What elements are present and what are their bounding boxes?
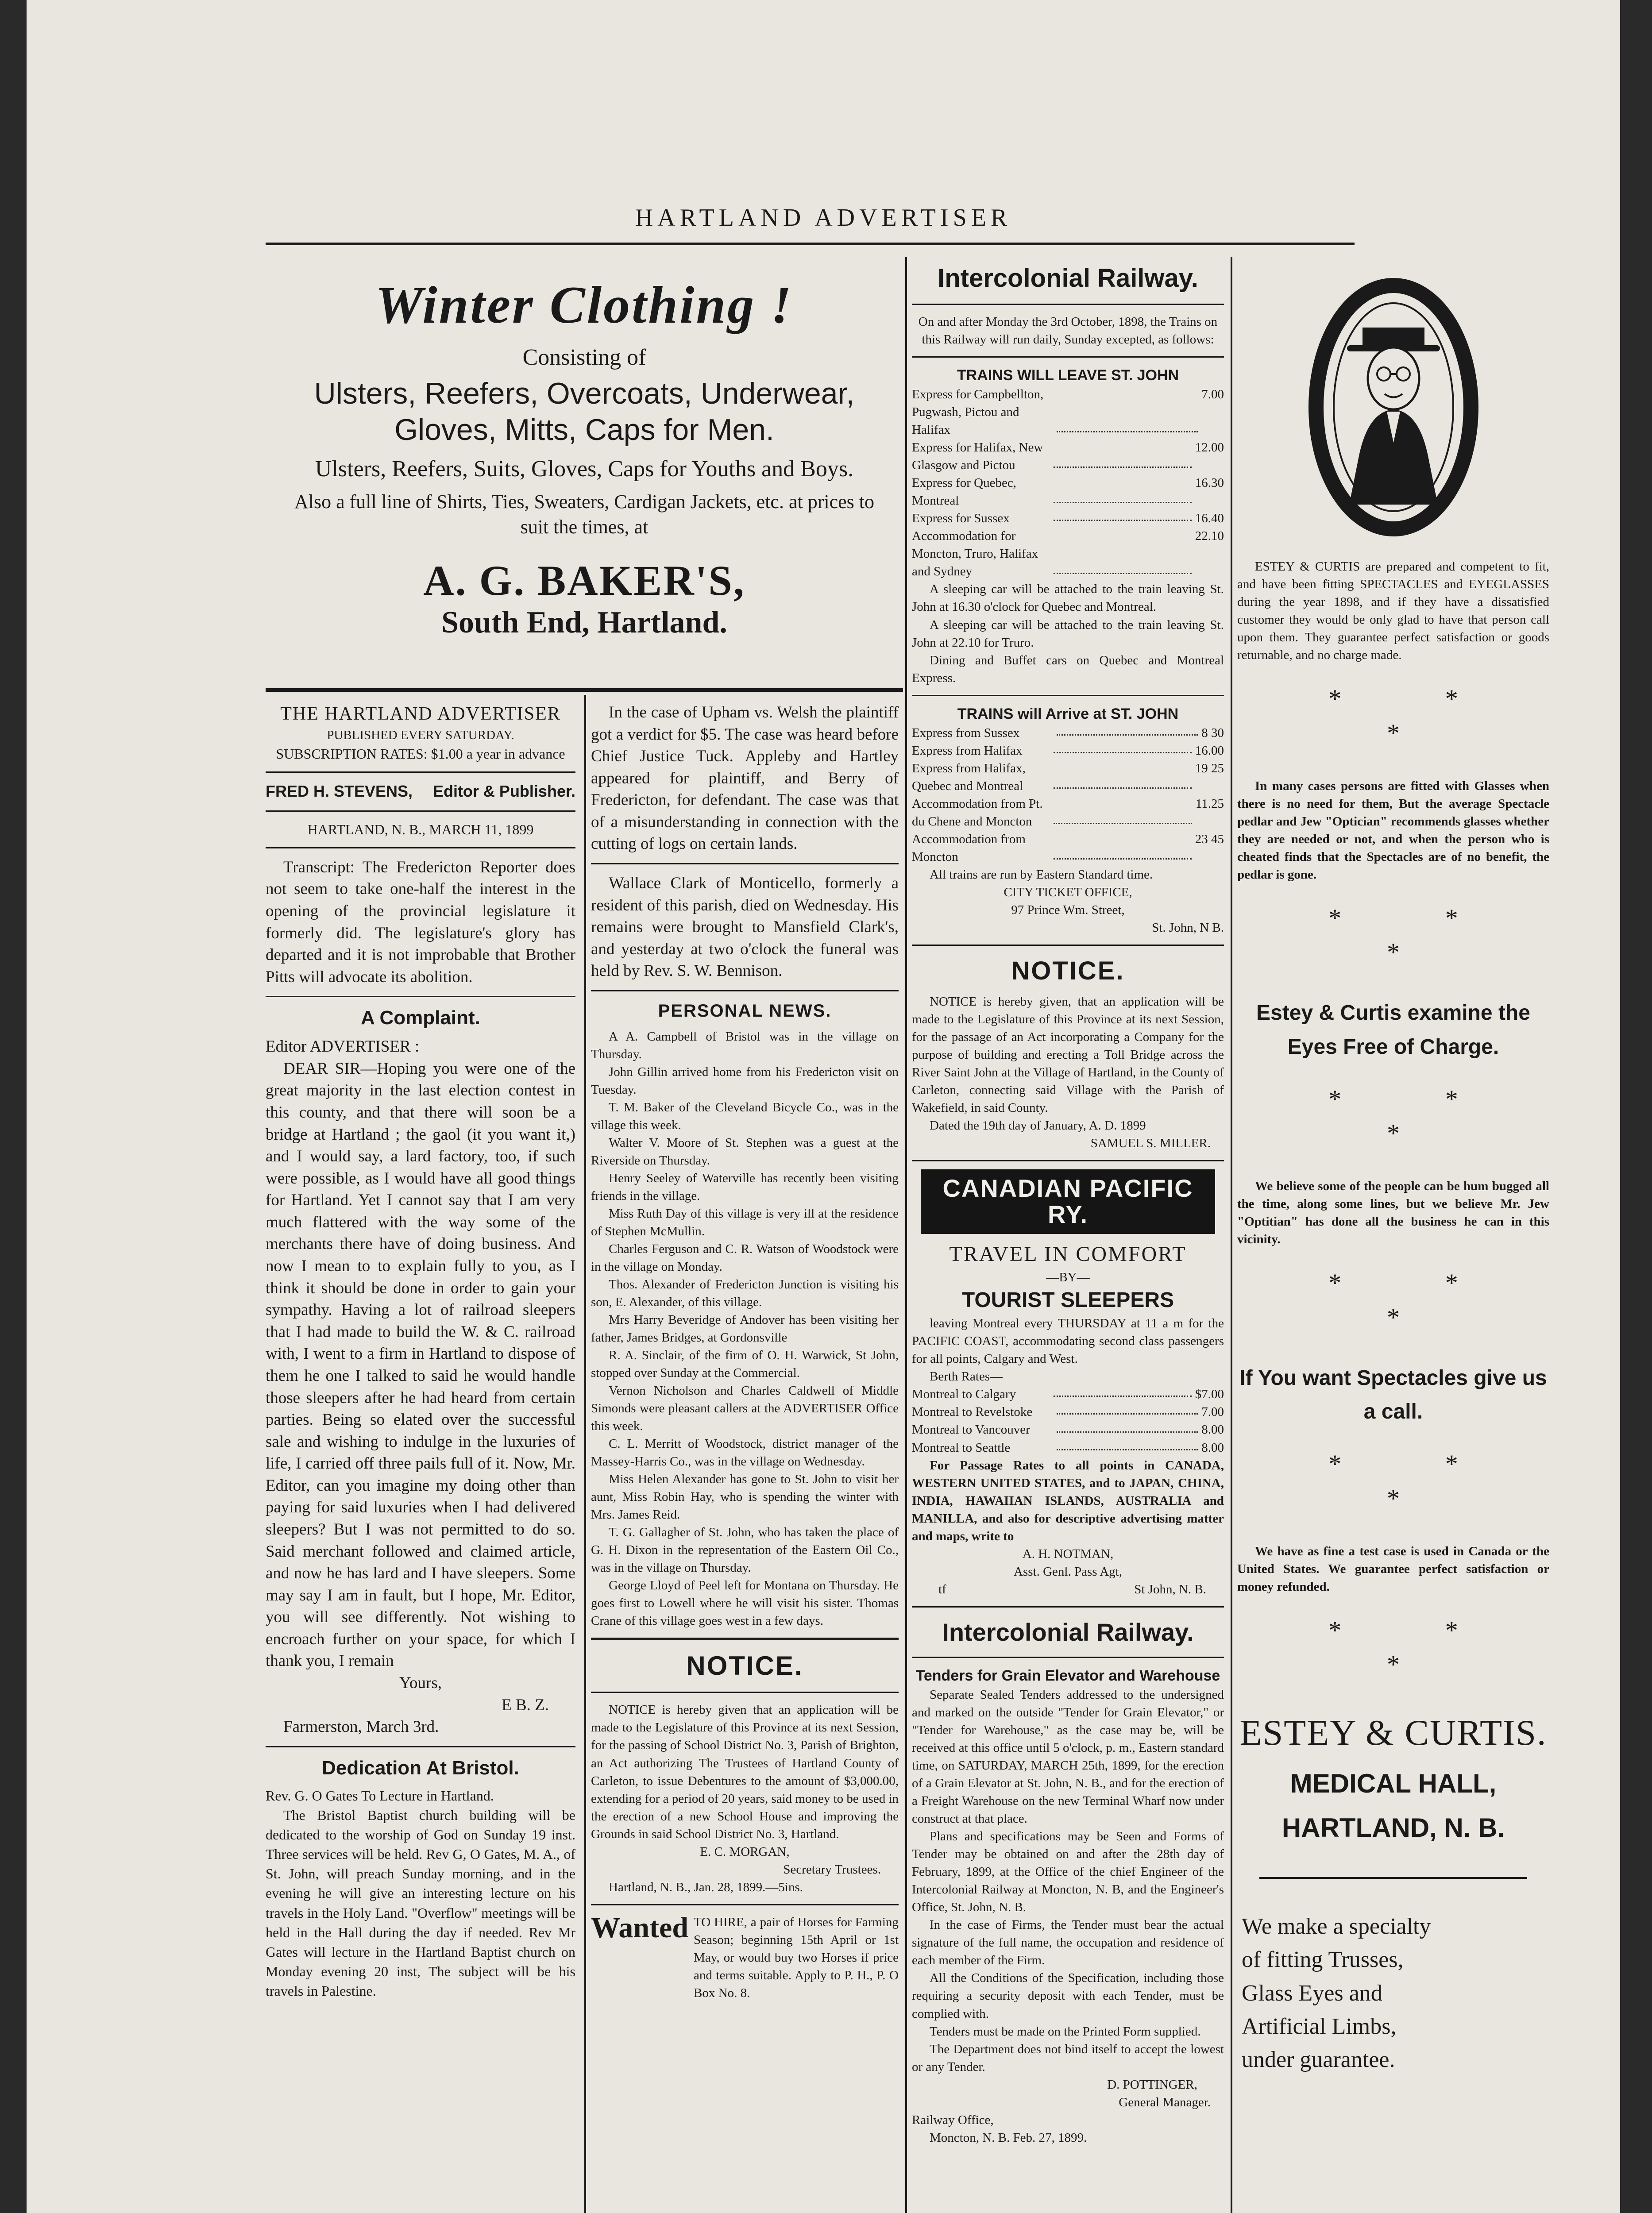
- city-office-1: CITY TICKET OFFICE,: [1004, 885, 1132, 900]
- baker-ad-name: A. G. BAKER'S,: [423, 556, 745, 604]
- estey-humbug: We believe some of the people can be hum bugged all the time, along some lines, but we believe Mr. Jew "Optitian" has done all the business he can in this vicinity.: [1237, 1179, 1549, 1247]
- cpr-logo: CANADIAN PACIFIC RY.: [921, 1169, 1215, 1234]
- bristol-body: The Bristol Baptist church building will be dedicated to the worship of God on Sunday 19 inst. Three services will be held. Rev G, O Gates, M. A., of St. John, will preach Sunday morning, and in the evening he will give an interesting lecture on his travels in the Holy Land. "Overflow" meetings will be held in the Hall during the day if needed. Rev Mr Gates will lecture in the Hartland Baptist church on Monday evening 20 inst, The subject will be his travels in Palestine.: [266, 1807, 575, 1999]
- pottinger-2: General Manager.: [1119, 2095, 1211, 2109]
- tenders-firms: In the case of Firms, the Tender must bear the actual signature of the full name, the occupation and residence of each member of the Firm.: [912, 1918, 1224, 1968]
- icr2-title: Intercolonial Railway.: [942, 1618, 1194, 1646]
- complaint-yours: Yours,: [399, 1674, 442, 1693]
- editor-line: [266, 781, 575, 802]
- personal-item: T. M. Baker of the Cleveland Bicycle Co., was in the village this week.: [591, 1100, 899, 1132]
- column-1: [266, 702, 575, 2001]
- tenders-plans: Plans and specifications may be Seen and Forms of Tender may be obtained on and after the 28th day of February, 1899, at the Office of the chief Engineer of the Intercolonial Railway at Moncton, N. B, and the Engineer's Office, St. John, N. B.: [912, 1829, 1224, 1915]
- school-notice-body: NOTICE is hereby given that an application will be made to the Legislature of this Province at its next Session, for the passing of School District No. 3, Parish of Brighton, an Act authorizing The Trustees of Hartland County of Carleton, to issue Debentures to the amount of $3,000.00, extending for a period of 20 years, said money to be used in the erection of a new School House and improving the Grounds in said School District No. 3, Hartland.: [591, 1703, 899, 1841]
- estey-intro: ESTEY & CURTIS are prepared and competent to fit, and have been fitting SPECTACLES and EYEGLASSES during the year 1898, and if they have a dissatisfied customer they would be only glad to have that person call upon them. They guarantee perfect satisfaction or goods returnable, and no charge made.: [1237, 559, 1549, 663]
- personal-news-title: PERSONAL NEWS.: [658, 1001, 832, 1021]
- berth-rates: Berth Rates—: [930, 1369, 1003, 1384]
- estey-specialty: We make a specialty of fitting Trusses, Glass Eyes and Artificial Limbs, under guarantee.: [1242, 1913, 1431, 2073]
- leave-table: [912, 386, 1224, 580]
- personal-item: A A. Campbell of Bristol was in the village on Thursday.: [591, 1029, 899, 1061]
- personal-item: Charles Ferguson and C. R. Watson of Woodstock were in the village on Monday.: [591, 1241, 899, 1274]
- personal-item: Mrs Harry Beveridge of Andover has been visiting her father, James Bridges, at Gordonsville: [591, 1312, 899, 1345]
- timetable-row: Express for Halifax, New Glasgow and Pictou 12.00: [912, 439, 1224, 474]
- tenders-form: Tenders must be made on the Printed Form supplied.: [930, 2024, 1201, 2039]
- personal-item: T. G. Gallagher of St. John, who has taken the place of G. H. Dixon in the representation of the Eastern Oil Co., was in the village on Thursday.: [591, 1525, 899, 1575]
- notman-1: A. H. NOTMAN,: [1022, 1546, 1114, 1561]
- dateline: HARTLAND, N. B., MARCH 11, 1899: [307, 821, 534, 837]
- estey-examine: Estey & Curtis examine the Eyes Free of Charge.: [1256, 1001, 1530, 1059]
- school-notice-title: NOTICE.: [686, 1651, 803, 1681]
- icr-intro: On and after Monday the 3rd October, 1898, the Trains on this Railway will run daily, Sunday excepted, as follows:: [918, 314, 1218, 347]
- tenders-conditions: All the Conditions of the Specification, including those requiring a security deposit with each Tender, must be complied with.: [912, 1971, 1224, 2021]
- timetable-row: Express for Sussex 16.40: [912, 509, 1224, 527]
- tourist-sleepers: TOURIST SLEEPERS: [961, 1288, 1174, 1312]
- stars-divider: * * *: [1328, 903, 1507, 967]
- cpr-body: leaving Montreal every THURSDAY at 11 a m for the PACIFIC COAST, accommodating second class passengers for all points, Calgary and West.: [912, 1316, 1224, 1366]
- moncton-date: Moncton, N. B. Feb. 27, 1899.: [930, 2130, 1087, 2145]
- baker-ad-also: Also a full line of Shirts, Ties, Sweaters, Cardigan Jackets, etc. at prices to suit the times, at: [294, 491, 874, 538]
- bridge-notice-dated: Dated the 19th day of January, A. D. 1899: [930, 1118, 1146, 1133]
- notman-3: St John, N. B.: [1134, 1582, 1206, 1596]
- wanted-word: Wanted: [591, 1911, 689, 1944]
- personal-item: Thos. Alexander of Fredericton Junction is visiting his son, E. Alexander, of this village.: [591, 1277, 899, 1309]
- railway-office: Railway Office,: [912, 2113, 994, 2127]
- berth-table: [912, 1385, 1224, 1456]
- estey-town: HARTLAND, N. B.: [1281, 1813, 1505, 1843]
- column-3: [912, 257, 1224, 2147]
- school-notice-date: Hartland, N. B., Jan. 28, 1899.—5ins.: [609, 1880, 803, 1894]
- timetable-row: Express for Quebec, Montreal 16.30: [912, 474, 1224, 509]
- timetable-row: Accommodation from Pt. du Chene and Moncton 11.25: [912, 795, 1224, 830]
- timetable-row: Accommodation from Moncton 23 45: [912, 830, 1224, 866]
- wallace-item: Wallace Clark of Monticello, formerly a resident of this parish, died on Wednesday. His remains were brought to Mansfield Clark's, and yesterday at two o'clock the funeral was held by Rev. S. W. Bennison.: [591, 874, 899, 980]
- city-office-3: St. John, N B.: [1152, 921, 1224, 935]
- personal-item: Henry Seeley of Waterville has recently been visiting friends in the village.: [591, 1171, 899, 1203]
- column-2: [591, 702, 899, 2002]
- baker-ad: [266, 266, 903, 640]
- transcript-item: Transcript: The Fredericton Reporter does not seem to take one-half the interest in the opening of the provincial legislature it formerly did. The legislature's glory has departed and it is not improbable that Brother Pitts will advocate its abolition.: [266, 858, 575, 986]
- bridge-notice-body: NOTICE is hereby given, that an application will be made to the Legislature of this Province at its next Session, for the passage of an Act incorporating a Company for the purpose of building and erecting a Toll Bridge across the River Saint John at the Village of Hartland, in the County of Carleton, connecting said Village with the Parish of Wakefield, in said County.: [912, 995, 1224, 1115]
- passage-rates: For Passage Rates to all points in CANADA, WESTERN UNITED STATES, and to JAPAN, CHINA, INDIA, HAWAIIAN ISLANDS, AUSTRALIA and MANILLA, and also for descriptive advertising matter and maps, write to: [912, 1458, 1224, 1543]
- berth-row: Montreal to Seattle 8.00: [912, 1439, 1224, 1457]
- travel-comfort: TRAVEL IN COMFORT: [949, 1242, 1187, 1266]
- complaint-signature: E B. Z.: [502, 1696, 549, 1714]
- city-office-2: 97 Prince Wm. Street,: [1011, 903, 1125, 918]
- complaint-place: Farmerston, March 3rd.: [283, 1718, 439, 1736]
- arrive-title: TRAINS will Arrive at ST. JOHN: [957, 705, 1179, 722]
- estey-hall: MEDICAL HALL,: [1290, 1768, 1497, 1798]
- wanted-ad: [591, 1913, 899, 2002]
- timetable-row: Express for Campbellton, Pugwash, Pictou and Halifax 7.00: [912, 386, 1224, 439]
- column-4: [1237, 266, 1549, 2077]
- icr-title: Intercolonial Railway.: [938, 264, 1198, 293]
- leave-title: TRAINS WILL LEAVE ST. JOHN: [957, 366, 1179, 384]
- baker-ad-consisting: Consisting of: [522, 345, 646, 370]
- timetable-row: Express from Sussex 8 30: [912, 724, 1224, 742]
- bristol-subtitle: Rev. G. O Gates To Lecture in Hartland.: [266, 1787, 494, 1804]
- personal-news-list: [591, 1028, 899, 1630]
- editor-role: Editor & Publisher.: [432, 782, 575, 801]
- masthead: HARTLAND ADVERTISER: [635, 204, 1012, 231]
- paper-published: PUBLISHED EVERY SATURDAY.: [327, 728, 514, 743]
- berth-row: Montreal to Vancouver 8.00: [912, 1421, 1224, 1438]
- berth-row: Montreal to Revelstoke 7.00: [912, 1403, 1224, 1421]
- bridge-notice-sig: SAMUEL S. MILLER.: [1090, 1136, 1211, 1151]
- personal-item: Walter V. Moore of St. Stephen was a guest at the Riverside on Thursday.: [591, 1135, 899, 1168]
- pottinger-1: D. POTTINGER,: [1107, 2077, 1197, 2092]
- optician-portrait-icon: [1305, 274, 1482, 540]
- estey-firm: ESTEY & CURTIS.: [1239, 1712, 1547, 1753]
- complaint-body: DEAR SIR—Hoping you were one of the great majority in the last election contest in this county, and that there will soon be a bridge at Hartland ; the gaol (it you want it,) and I would say, a lard factory, too, if such were possible, as I would have all good things for Hartland. Yet I cannot say that I am very much flattered with the way some of the merchants there have of doing business. And now I mean to to explain fully to you, as I think it should be done in order to gain your sympathy. Having a lot of railroad sleepers that I had made to build the W. & C. railroad with, I went to a firm in Hartland to dispose of them he one I talked to said he would handle those sleepers after he had heard from certain parties. Being so elated over the successful sale and wishing to indulge in the luxuries of life, I carried off three pails full of it. Now, Mr. Editor, can you imagine my doing other than paying for said luxuries when I had delivered sleepers? But I was not permitted to do so. Said merchant followed and claimed article, and now he has lard and I have sleepers. Some may say I am in fault, but I hope, Mr. Editor, you will see differently. Not wishing to encroach further on your space, for which I thank you, I remain: [266, 1059, 575, 1670]
- school-notice-sig1: E. C. MORGAN,: [700, 1844, 790, 1859]
- arrive-table: [912, 724, 1224, 866]
- column-rule: [1231, 257, 1232, 2213]
- column-rule: [584, 695, 586, 2213]
- berth-row: Montreal to Calgary $7.00: [912, 1385, 1224, 1403]
- personal-item: Miss Ruth Day of this village is very ill at the residence of Stephen McMullin.: [591, 1206, 899, 1238]
- paper-title: THE HARTLAND ADVERTISER: [280, 704, 561, 724]
- bristol-title: Dedication At Bristol.: [322, 1757, 519, 1779]
- baker-ad-rule: [266, 688, 903, 692]
- school-notice-sig2: Secretary Trustees.: [783, 1862, 881, 1877]
- stars-divider: * * *: [1328, 1268, 1507, 1332]
- personal-item: Vernon Nicholson and Charles Caldwell of Middle Simonds were pleasant callers at the ADVERTISER Office this week.: [591, 1383, 899, 1433]
- editor-name: FRED H. STEVENS,: [266, 782, 413, 801]
- paper-rates: SUBSCRIPTION RATES: $1.00 a year in advance: [276, 746, 565, 762]
- notman-line: [912, 1581, 1224, 1598]
- tf-mark: tf: [938, 1582, 946, 1596]
- sleeping-car-2: A sleeping car will be attached to the train leaving St. John at 22.10 for Truro.: [912, 617, 1224, 650]
- bridge-notice-title: NOTICE.: [1011, 956, 1125, 986]
- tenders-bind: The Department does not bind itself to accept the lowest or any Tender.: [912, 2042, 1224, 2074]
- personal-item: George Lloyd of Peel left for Montana on Thursday. He goes first to Lowell where he will visit his sister. Thomas Crane of this village goes west in a few days.: [591, 1578, 899, 1628]
- stars-divider: * * *: [1328, 1450, 1507, 1513]
- baker-ad-location: South End, Hartland.: [441, 605, 727, 640]
- timetable-row: Express from Halifax 16.00: [912, 742, 1224, 760]
- complaint-to: Editor ADVERTISER :: [266, 1037, 420, 1056]
- baker-ad-title: Winter Clothing !: [375, 275, 793, 334]
- personal-item: R. A. Sinclair, of the firm of O. H. Warwick, St John, stopped over Sunday at the Commercial.: [591, 1348, 899, 1380]
- estey-cases: In many cases persons are fitted with Glasses when there is no need for them, But the average Spectacle pedlar and Jew "Optician" recommends glasses whether they are needed or not, and when the person who is cheated finds that the Spectacles are of no benefit, the pedlar is gone.: [1237, 779, 1549, 882]
- eastern-time: All trains are run by Eastern Standard time.: [930, 867, 1153, 882]
- dining-cars: Dining and Buffet cars on Quebec and Montreal Express.: [912, 653, 1224, 685]
- stars-divider: * * *: [1328, 684, 1507, 748]
- tenders-body: Separate Sealed Tenders addressed to the undersigned and marked on the outside "Tender for Grain Elevator," or "Tender for Warehouse," as the case may be, will be received at this office until 5 o'clock, p. m., Eastern standard time, on SATURDAY, MARCH 25th, 1899, for the erection of a Grain Elevator at St. John, N. B., and for the erection of a Freight Warehouse on the new Terminal Wharf now under construct at that place.: [912, 1688, 1224, 1826]
- stars-divider: * * *: [1328, 1084, 1507, 1148]
- newspaper-page: [27, 0, 1620, 2213]
- personal-item: C. L. Merritt of Woodstock, district manager of the Massey-Harris Co., was in the village on Wednesday.: [591, 1436, 899, 1469]
- timetable-row: Accommodation for Moncton, Truro, Halifax and Sydney 22.10: [912, 527, 1224, 580]
- personal-item: Miss Helen Alexander has gone to St. John to visit her aunt, Miss Robin Hay, who is spending the winter with Mrs. James Reid.: [591, 1472, 899, 1522]
- estey-testcase: We have as fine a test case is used in Canada or the United States. We guarantee perfect satisfaction or money refunded.: [1237, 1544, 1549, 1594]
- sleeping-car-1: A sleeping car will be attached to the train leaving St. John at 16.30 o'clock for Quebec and Montreal.: [912, 582, 1224, 614]
- estey-want: If You want Spectacles give us a call.: [1239, 1366, 1547, 1424]
- masthead-rule: [266, 243, 1355, 245]
- wanted-body: TO HIRE, a pair of Horses for Farming Season; beginning 15th April or 1st May, or would buy two Horses if price and terms suitable. Apply to P. H., P. O Box No. 8.: [694, 1915, 899, 2000]
- baker-ad-men: Ulsters, Reefers, Overcoats, Underwear, Gloves, Mitts, Caps for Men.: [314, 377, 855, 447]
- baker-ad-youths: Ulsters, Reefers, Suits, Gloves, Caps for Youths and Boys.: [315, 456, 854, 482]
- personal-item: John Gillin arrived home from his Fredericton visit on Tuesday.: [591, 1064, 899, 1097]
- upham-item: In the case of Upham vs. Welsh the plaintiff got a verdict for $5. The case was heard before Chief Justice Tuck. Appleby and Hartley appeared for plaintiff, and Berry of Fredericton, for defendant. The case was that of a misunderstanding in connection with the cutting of logs on certain lands.: [591, 703, 899, 853]
- tenders-title: Tenders for Grain Elevator and Warehouse: [915, 1667, 1220, 1684]
- stars-divider: * * *: [1328, 1615, 1507, 1679]
- complaint-title: A Complaint.: [361, 1007, 480, 1029]
- column-rule: [905, 257, 907, 2213]
- timetable-row: Express from Halifax, Quebec and Montreal 19 25: [912, 760, 1224, 795]
- optician-illustration: [1237, 274, 1549, 540]
- notman-2: Asst. Genl. Pass Agt,: [1014, 1564, 1122, 1579]
- by-line: —BY—: [1046, 1270, 1090, 1285]
